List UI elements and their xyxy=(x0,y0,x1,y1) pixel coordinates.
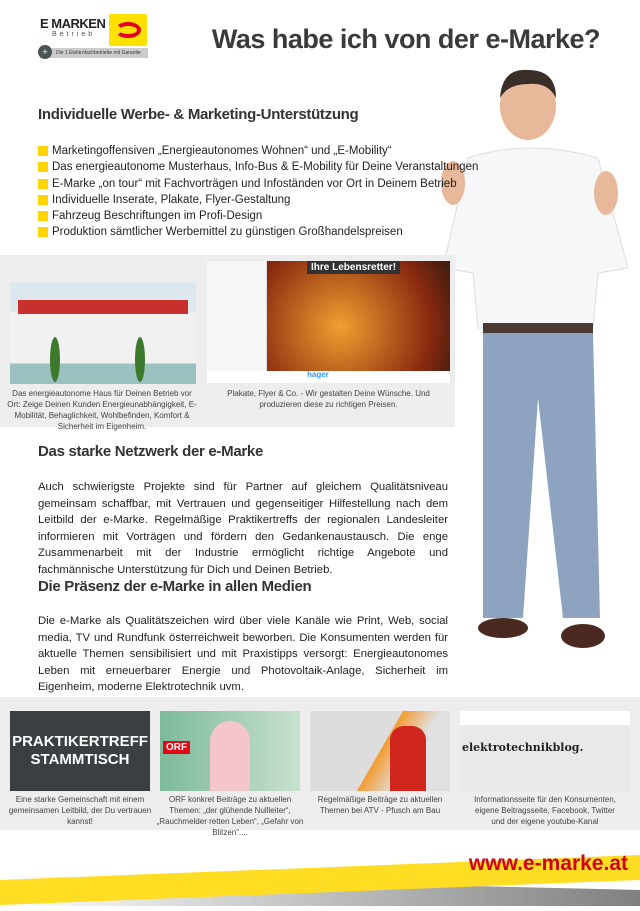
section-heading-marketing: Individuelle Werbe- & Marketing-Unterstützung xyxy=(38,106,359,123)
section-heading-network: Das starke Netzwerk der e-Marke xyxy=(38,443,263,460)
list-item: Produktion sämtlicher Werbemittel zu günstigen Großhandelspreisen xyxy=(38,224,478,240)
network-paragraph: Auch schwierigste Projekte sind für Partner auf gleichem Qualitätsniveau gemeinsam schaffbar, mit Vertrauen und gegenseitiger Hilfestellung nach dem Leitbild der e-Marke. Regelmäßige Praktikertreffs der regionalen Landesleiter informieren mit Vorträgen und fördern den Gedankenaustausch. Die enge Zusammenarbeit mit der Industrie ermöglicht richtige Angebote und fachmännische Unterstützung für Dich und Deinen Betrieb. xyxy=(38,481,448,576)
orf-logo: ORF xyxy=(163,741,190,754)
logo-text: E MARKEN xyxy=(40,16,106,31)
website-link[interactable]: www.e-marke.at xyxy=(468,852,628,875)
list-item: E-Marke „on tour“ mit Fachvorträgen und Infoständen vor Ort in Deinem Betrieb xyxy=(38,176,478,192)
orf-caption: ORF konkret Beiträge zu aktuellen Themen: „der glühende Nullleiter“, „Rauchmelder retten Leben“, „Gefahr von Blitzen“.... xyxy=(156,795,304,837)
atv-image xyxy=(310,711,450,791)
blog-title: elektrotechnikblog. xyxy=(462,741,584,754)
atv-caption: Regelmäßige Beiträge zu aktuellen Themen bei ATV - Pfusch am Bau xyxy=(317,795,443,815)
section-heading-media: Die Präsenz der e-Marke in allen Medien xyxy=(38,578,312,595)
orf-tv-image xyxy=(160,711,300,791)
list-item: Fahrzeug Beschriftungen im Profi-Design xyxy=(38,208,478,224)
praktikertreff-image: PRAKTIKERTREFF STAMMTISCH xyxy=(10,711,150,791)
list-item: Marketingoffensiven „Energieautonomes Wohnen“ und „E-Mobility“ xyxy=(38,143,478,159)
marketing-bullet-list xyxy=(38,143,478,241)
praktikertreff-caption: Eine starke Gemeinschaft mit einem gemeinsamen Leitbild, der Du vertrauen kannst! xyxy=(8,795,152,826)
e-marke-logo xyxy=(38,14,150,62)
list-item: Das energieautonome Musterhaus, Info-Bus & E-Mobility für Deine Veranstaltungen xyxy=(38,159,478,175)
page-title: Was habe ich von der e-Marke? xyxy=(211,24,600,54)
poster-headline: Ihre Lebensretter! xyxy=(307,261,400,274)
logo-subtext: Betrieb xyxy=(52,31,96,38)
list-item: Individuelle Inserate, Plakate, Flyer-Gestaltung xyxy=(38,192,478,208)
poster-brand: hager xyxy=(307,370,329,379)
e-mark-icon xyxy=(109,14,147,46)
poster-caption: Plakate, Flyer & Co. - Wir gestalten Deine Wünsche. Und produzieren diese zu richtigen Preisen. xyxy=(227,389,430,409)
media-paragraph: Die e-Marke als Qualitätszeichen wird über viele Kanäle wie Print, Web, social media, TV und Rundfunk österreichweit beworben. Die Konsumenten werden für aktuelle Themen sensibilisiert und mit Praxistipps versorgt: Energieautonomes Leben mit erneuerbarer Energie und Photovoltaik-Anlage, Sicherheit im Eigenheim, moderne Elektrotechnik uvm. xyxy=(38,615,448,693)
energy-house-photo xyxy=(10,282,196,384)
house-caption: Das energieautonome Haus für Deinen Betrieb vor Ort: Zeige Deinen Kunden Energieunabhängigkeit, E-Mobilität, Behaglichkeit, Wohlbefinden, Komfort & Sicherheit im Eigenheim. xyxy=(7,389,197,431)
logo-tagline: Die 1 Elektrofachbetriebe mit Garantie xyxy=(40,48,148,58)
blog-image xyxy=(460,711,630,791)
poster-photo xyxy=(207,261,450,383)
blog-caption: Informationsseite für den Konsumenten, eigene Beitragsseite, Facebook, Twitter und der eigene youtube-Kanal xyxy=(474,795,616,826)
house-icon: + xyxy=(38,45,52,59)
